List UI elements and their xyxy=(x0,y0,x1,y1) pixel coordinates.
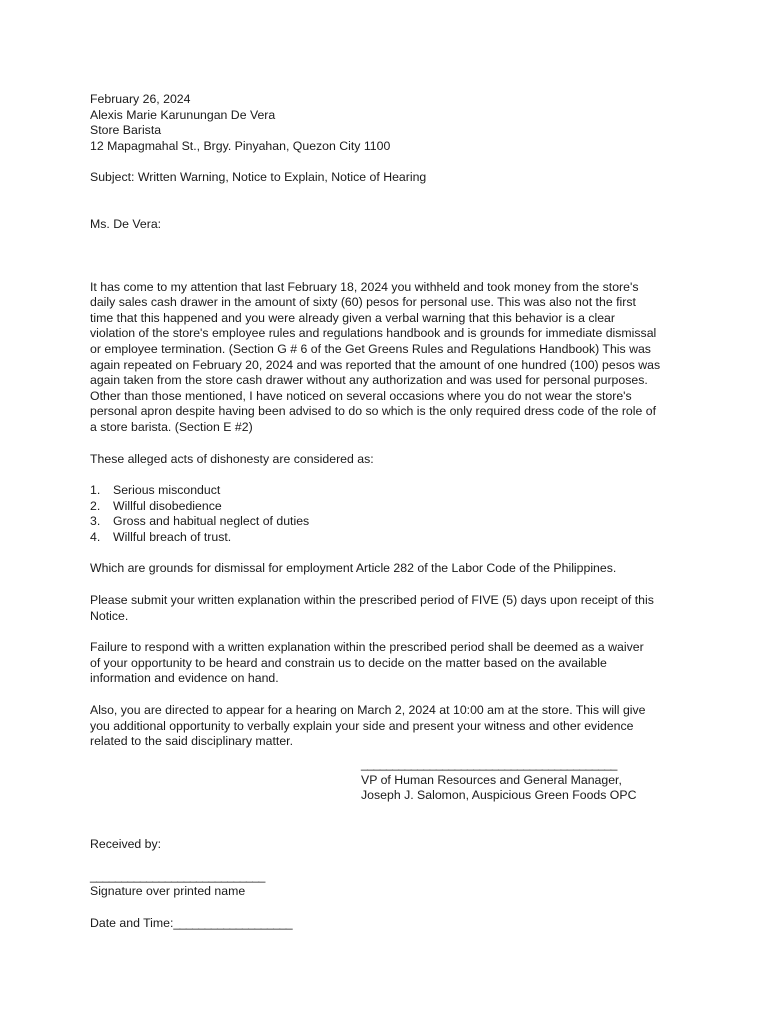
list-number: 1. xyxy=(90,483,101,498)
letter xyxy=(90,92,686,750)
list-text: Willful disobedience xyxy=(113,498,222,513)
paragraph-line: of your opportunity to be heard and constrain us to decide on the matter based on the available xyxy=(90,655,607,670)
received-label: Received by: xyxy=(90,837,162,851)
letter-date: February 26, 2024 xyxy=(90,92,191,106)
list-text: Serious misconduct xyxy=(113,483,221,498)
paragraph-line: Other than those mentioned, I have noticed on several occasions where you do not wear the store's xyxy=(90,388,632,403)
considered-intro: These alleged acts of dishonesty are considered as: xyxy=(90,451,374,466)
paragraph-failure xyxy=(90,640,686,687)
signatory-name: Joseph J. Salomon, Auspicious Green Foods OPC xyxy=(361,788,637,803)
paragraph-submit xyxy=(90,593,686,624)
salutation: Ms. De Vera: xyxy=(90,216,162,231)
paragraph-line: information and evidence on hand. xyxy=(90,671,279,686)
paragraph-line: again taken from the store cash drawer without any authorization and was used for personal purposes. xyxy=(90,373,648,388)
date-time-label: Date and Time: xyxy=(90,915,174,930)
acts-list xyxy=(90,483,686,545)
paragraph-line: daily sales cash drawer in the amount of sixty (60) pesos for personal use. This was also not the first xyxy=(90,295,636,310)
paragraph-line: It has come to my attention that last February 18, 2024 you withheld and took money from the store's xyxy=(90,279,639,294)
list-item xyxy=(90,483,686,499)
paragraph-line: related to the said disciplinary matter. xyxy=(90,734,294,749)
recipient-position: Store Barista xyxy=(90,123,162,138)
signature-block xyxy=(361,757,636,804)
list-number: 3. xyxy=(90,514,101,529)
letter-subject: Subject: Written Warning, Notice to Explain, Notice of Hearing xyxy=(90,170,427,185)
list-item xyxy=(90,514,686,530)
paragraph-line: Failure to respond with a written explanation within the prescribed period shall be deemed as a waiver xyxy=(90,640,644,655)
paragraph-hearing xyxy=(90,703,686,750)
list-item xyxy=(90,499,686,515)
recipient-name: Alexis Marie Karunungan De Vera xyxy=(90,107,276,122)
paragraph-line: time that this happened and you were already given a verbal warning that this behavior is a clear xyxy=(90,310,615,325)
paragraph-line: Notice. xyxy=(90,608,129,623)
recipient-address: 12 Mapagmahal St., Brgy. Pinyahan, Quezon City 1100 xyxy=(90,138,391,153)
paragraph-line: you additional opportunity to verbally explain your side and present your witness and other evidence xyxy=(90,718,634,733)
signature-line: _________________________________________ xyxy=(361,757,617,771)
paragraph-line: personal apron despite having been advised to do so which is the only required dress code of the role of xyxy=(90,404,657,419)
received-block xyxy=(90,837,292,931)
list-item xyxy=(90,530,686,546)
list-text: Gross and habitual neglect of duties xyxy=(113,514,310,529)
paragraph-line: again repeated on February 20, 2024 and was reported that the amount of one hundred (100) pesos was xyxy=(90,357,661,372)
grounds-statement: Which are grounds for dismissal for employment Article 282 of the Labor Code of the Philippines. xyxy=(90,561,617,576)
paragraph-incident xyxy=(90,280,686,436)
paragraph-line: or employee termination. (Section G # 6 of the Get Greens Rules and Regulations Handbook) This was xyxy=(90,341,651,356)
receiver-signature-label: Signature over printed name xyxy=(90,884,246,899)
list-number: 4. xyxy=(90,529,101,544)
paragraph-line: a store barista. (Section E #2) xyxy=(90,419,253,434)
date-time-line: ___________________ xyxy=(173,915,292,930)
list-text: Willful breach of trust. xyxy=(113,529,232,544)
paragraph-line: violation of the store's employee rules and regulations handbook and is grounds for immediate dismissal xyxy=(90,326,657,341)
list-number: 2. xyxy=(90,498,101,513)
paragraph-line: Please submit your written explanation within the prescribed period of FIVE (5) days upon receipt of this xyxy=(90,593,654,608)
paragraph-line: Also, you are directed to appear for a hearing on March 2, 2024 at 10:00 am at the store. This will give xyxy=(90,703,646,718)
receiver-signature-line: ____________________________ xyxy=(90,868,265,883)
signatory-title: VP of Human Resources and General Manager, xyxy=(361,772,622,787)
